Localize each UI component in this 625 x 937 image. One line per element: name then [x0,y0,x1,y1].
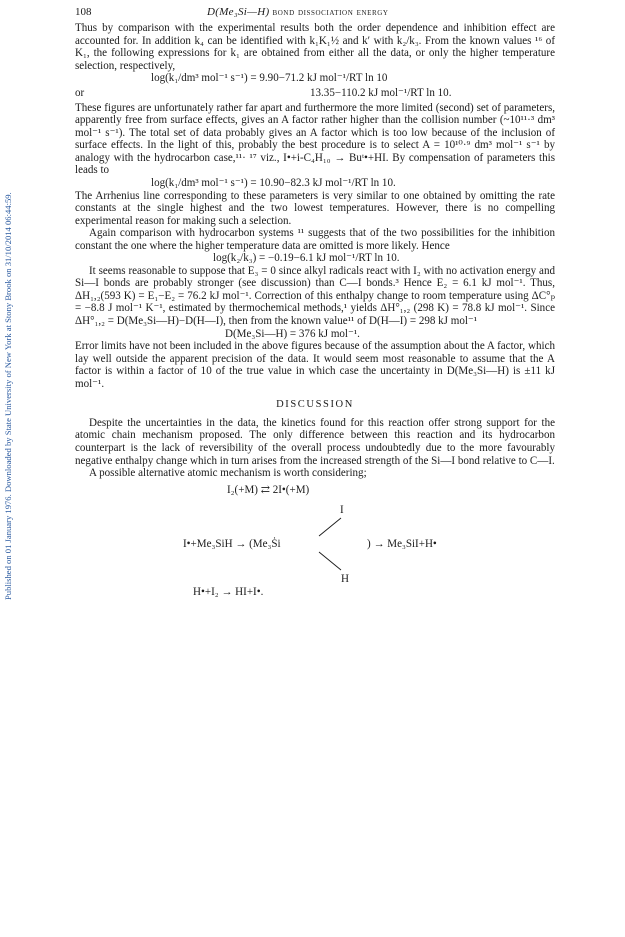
paragraph-3: The Arrhenius line corresponding to these parameters is very similar to one obtained by omitting the rate constants at the single highest and the two lowest temperatures. However, there is no compelling experimental reason for making such a selection. [75,189,555,227]
page-number: 108 [75,6,92,18]
mechanism-step-2-right: ) → Me₃SiI+H• [367,537,437,550]
equation-5: D(Me₃Si—H) = 376 kJ mol⁻¹. [225,327,360,340]
running-title-formula: D(Me₃Si—H) [207,6,270,18]
paragraph-5: It seems reasonable to suppose that E₃ = 0 since alkyl radicals react with I₂ with no activation energy and Si—I bonds are probably stronger (see discussion) than C—I bonds.³ Hence E₂ = 6.1 kJ mol⁻¹. Thus, ΔH₁,₂(593 K) = E₁−E₂ = 76.2 kJ mol⁻¹. Correction of this enthalpy change to room temperature using ΔC°ₚ = −8.8 J mol⁻¹ K⁻¹, estimated by thermochemical methods,¹ yields ΔH°₁,₂ (298 K) = 78.8 kJ mol⁻¹. Since ΔH°₁,₂ = D(Me₃Si—H)−D(H—I), then from the known value¹¹ of D(H—I) = 298 kJ mol⁻¹ [75,264,555,328]
paragraph-1: Thus by comparison with the experimental results both the order dependence and inhibition effect are accounted for. In addition k₄ can be identified with k₁K₁½ and k′ with k₂/k₃. From the known values ¹⁶ of K₁, the following expressions for k₁ are obtained from either all the data, or only the higher temperature selection, respectively, [75,22,555,72]
equation-3: log(k₁/dm³ mol⁻¹ s⁻¹) = 10.90−82.3 kJ mol⁻¹/RT ln 10. [151,177,396,190]
mechanism-bottom-atom: H [341,572,349,585]
running-header [75,6,555,22]
mechanism-scheme [75,482,555,600]
equation-4: log(k₂/k₃) = −0.19−6.1 kJ mol⁻¹/RT ln 10. [213,252,400,265]
discussion-paragraph-2: A possible alternative atomic mechanism is worth considering; [89,467,367,480]
paragraph-4: Again comparison with hydrocarbon systems ¹¹ suggests that of the two possibilities for the inhibition constant the one where the higher temperature data are omitted is more likely. Hence [75,227,555,252]
paragraph-2: These figures are unfortunately rather far apart and furthermore the more limited (second) set of parameters, apparently free from surface effects, gives an A factor rather higher than the collision number (~10¹¹·³ dm³ mol⁻¹ s⁻¹). The total set of data probably gives an A factor which is too low because of the inclusion of surface effects. In the light of this, probably the best procedure is to select A = 10¹⁰·⁹ dm³ mol⁻¹ s⁻¹ by analogy with the hydrocarbon case,¹¹· ¹⁷ viz., I•+i-C₄H₁₀ → Buᵗ•+HI. By compensation of parameters this leads to [75,101,555,177]
discussion-heading: DISCUSSION [276,399,354,411]
mechanism-step-1: I₂(+M) ⇄ 2I•(+M) [227,483,310,496]
article-body [75,22,555,600]
running-title-text: bond dissociation energy [272,7,389,18]
running-title [207,6,389,18]
equation-2: 13.35−110.2 kJ mol⁻¹/RT ln 10. [310,86,452,99]
paragraph-6: Error limits have not been included in the above figures because of the assumption about the A factor, which lay well outside the apparent precision of the data. It would seem most reasonable to assume that the A factor is within a factor of 10 of the true value in which case the uncertainty in D(Me₃Si—H) is ±11 kJ mol⁻¹. [75,340,555,390]
watermark-text: Published on 01 January 1976. Downloaded by State University of New York at Stony Brook on 31/10/2014 06:44:59. [3,192,13,600]
mechanism-bond-lines [315,516,345,574]
equation-2-or: or [75,86,85,99]
equation-2-row [75,87,555,100]
mechanism-step-2-left: I•+Me₃SiH → (Me₃Ṡi [183,537,281,550]
mechanism-top-atom: I [340,503,344,516]
equation-1: log(k₁/dm³ mol⁻¹ s⁻¹) = 9.90−71.2 kJ mol⁻¹/RT ln 10 [151,72,388,85]
discussion-paragraph-1: Despite the uncertainties in the data, the kinetics found for this reaction offer strong support for the atomic chain mechanism proposed. The only difference between this reaction and its hydrocarbon counterpart is the lack of reversibility of the overall process undoubtedly due to the more favourably negative enthalpy change which in turn arises from the increased strength of the Si—I bond relative to C—I. [75,416,555,467]
download-watermark [3,90,17,610]
mechanism-step-3: H•+I₂ → HI+I•. [193,585,264,598]
